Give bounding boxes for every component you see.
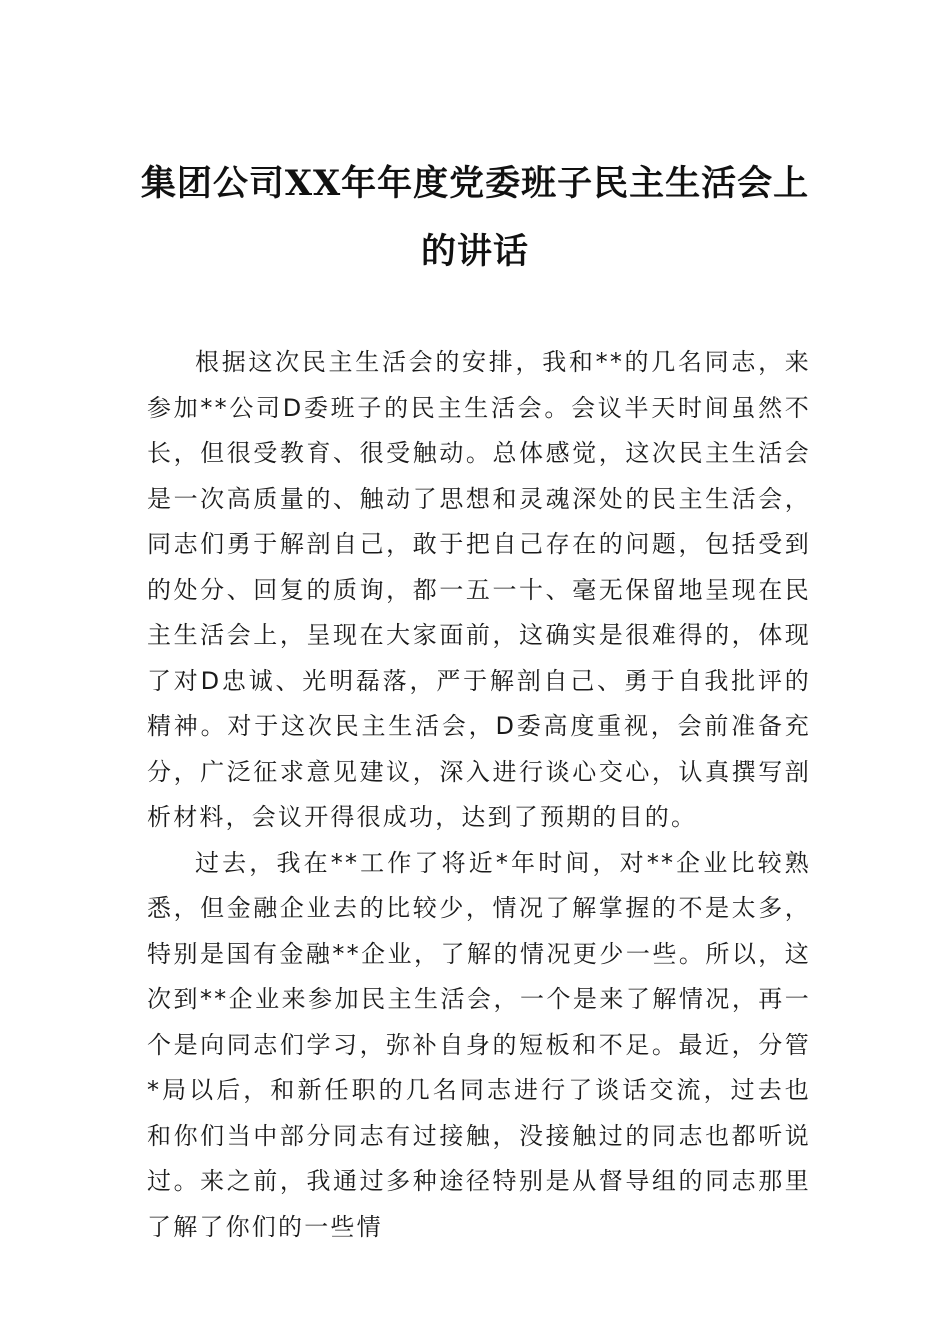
paragraph: 过去，我在**工作了将近*年时间，对**企业比较熟悉，但金融企业去的比较少，情况了解掌握的不是太多，特别是国有金融**企业，了解的情况更少一些。所以，这次到**企业来参加民主生活会，一个是来了解情况，再一个是向同志们学习，弥补自身的短板和不足。最近，分管*局以后，和新任职的几名同志进行了谈话交流，过去也和你们当中部分同志有过接触，没接触过的同志也都听说过。来之前，我通过多种途径特别是从督导组的同志那里了解了你们的一些情 (147, 848, 811, 1241)
document-body (147, 340, 811, 1250)
paragraph: 根据这次民主生活会的安排，我和**的几名同志，来参加**公司D委班子的民主生活会。会议半天时间虽然不长，但很受教育、很受触动。总体感觉，这次民主生活会是一次高质量的、触动了思想和灵魂深处的民主生活会，同志们勇于解剖自己，敢于把自己存在的问题，包括受到的处分、回复的质询，都一五一十、毫无保留地呈现在民主生活会上，呈现在大家面前，这确实是很难得的，体现了对D忠诚、光明磊落，严于解剖自己、勇于自我批评的精神。对于这次民主生活会，D委高度重视，会前准备充分，广泛征求意见建议，深入进行谈心交心，认真撰写剖析材料，会议开得很成功，达到了预期的目的。 (147, 348, 811, 831)
document-title: 集团公司XX年年度党委班子民主生活会上的讲话 (140, 163, 810, 272)
